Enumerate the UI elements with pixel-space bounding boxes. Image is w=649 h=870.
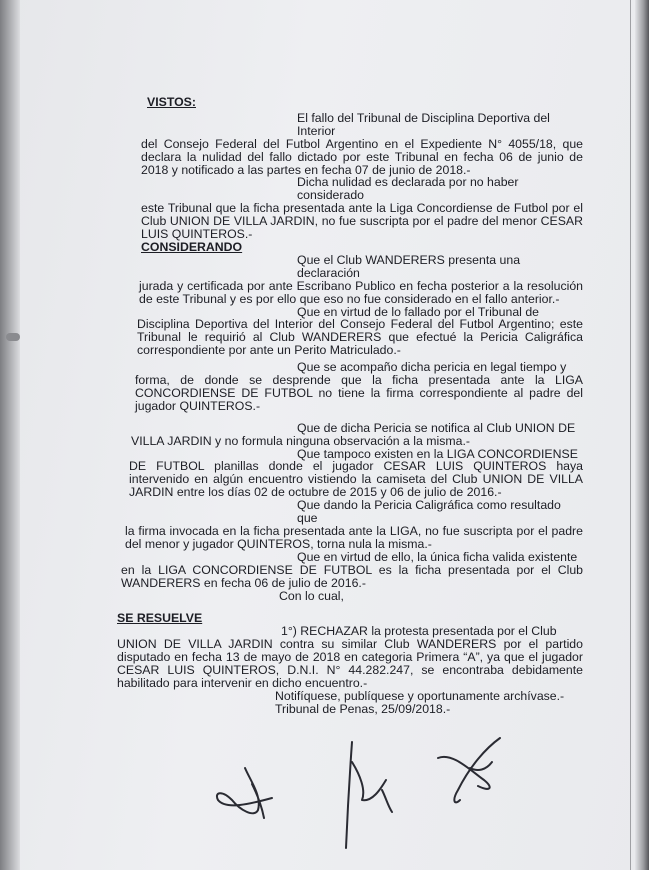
- considerando-p7-first: Que en virtud de ello, la única ficha valida existente: [297, 549, 578, 564]
- resuelve-place-date: Tribunal de Penas, 25/09/2018.-: [275, 701, 451, 716]
- considerando-heading: CONSIDERANDO: [141, 239, 243, 254]
- considerando-p6-first: Que dando la Pericia Caligráfica como resultado que: [297, 498, 561, 526]
- considerando-p7-rest: en la LIGA CONCORDIENSE DE FUTBOL es la ficha presentada por el Club WANDERERS en fecha 06 de julio de 2016.-: [121, 562, 583, 590]
- considerando-p6-rest: la firma invocada en la ficha presentada ante la LIGA, no fue suscripta por el padre del menor y jugador QUINTEROS, torna nula la misma.-: [125, 524, 583, 551]
- resuelve-p1-rest: UNION DE VILLA JARDIN contra su similar Club WANDERERS por el partido disputado en fecha 13 de mayo de 2018 en categoria Primera “A”, ya que el jugador CESAR LUIS QUINTEROS, D.N.I. N° 44.282.247, se encontraba debidamente habilitado para intervenir en dicho encuentro.-: [117, 637, 583, 690]
- vistos-p1-rest: del Consejo Federal del Futbol Argentino en el Expediente N° 4055/18, que declara la nulidad del fallo dictado por este Tribunal en fecha 06 de junio de 2018 y notificado a las partes en fecha 07 de junio de 2018.-: [141, 136, 583, 177]
- signature-right: [438, 738, 500, 802]
- signature-middle: [346, 742, 392, 848]
- considerando-p1-rest: jurada y certificada por ante Escribano Publico en fecha posterior a la resolución de este Tribunal y es por ello que eso no fue considerado en el fallo anterior.-: [139, 278, 583, 306]
- considerando-p4-rest: VILLA JARDIN y no formula ninguna observación a la misma.-: [131, 433, 471, 448]
- considerando-p2-first: Que en virtud de lo fallado por el Tribunal de: [297, 304, 539, 319]
- resuelve-p1-first: 1°) RECHAZAR la protesta presentada por el Club: [281, 624, 557, 639]
- considerando-p4-first: Que de dicha Pericia se notifica al Club UNION DE: [297, 420, 576, 435]
- vistos-heading: VISTOS:: [147, 95, 196, 109]
- considerando-closing: Con lo cual,: [279, 588, 344, 603]
- considerando-p5-rest: DE FUTBOL planillas donde el jugador CESAR LUIS QUINTEROS haya intervenido en algún encuentro vistiendo la camiseta del Club UNION DE VILLA JARDIN entre los días 02 de octubre de 2015 y 06 de julio de 2016.-: [129, 459, 583, 500]
- vistos-p2-first: Dicha nulidad es declarada por no haber considerado: [297, 175, 519, 203]
- considerando-p3-first: Que se acompaño dicha pericia en legal tiempo y: [297, 360, 567, 375]
- considerando-p2-rest: Disciplina Deportiva del Interior del Consejo Federal del Futbol Argentino; este Tribunal le requirió al Club WANDERERS que efectué la Pericia Caligráfica correspondiente por ante un Perito Matriculado.-: [137, 317, 583, 358]
- considerando-p1-first: Que el Club WANDERERS presenta una declaración: [297, 252, 521, 280]
- signature-left: [217, 768, 272, 818]
- resuelve-notify: Notifíquese, publíquese y oportunamente archívase.-: [275, 688, 565, 703]
- vistos-p2-rest: este Tribunal que la ficha presentada ante la Liga Concordiense de Futbol por el Club UNION DE VILLA JARDIN, no fue suscripta por el padre del menor CESAR LUIS QUINTEROS.-: [141, 201, 583, 242]
- considerando-p3-rest: forma, de donde se desprende que la ficha presentada ante la LIGA CONCORDIENSE DE FUTBOL no tiene la firma correspondiente al padre del jugador QUINTEROS.-: [135, 373, 583, 413]
- vistos-p1-first: El fallo del Tribunal de Disciplina Deportiva del Interior: [297, 110, 550, 138]
- considerando-p5-first: Que tampoco existen en la LIGA CONCORDIENSE: [297, 446, 578, 461]
- resuelve-heading: SE RESUELVE: [117, 611, 203, 626]
